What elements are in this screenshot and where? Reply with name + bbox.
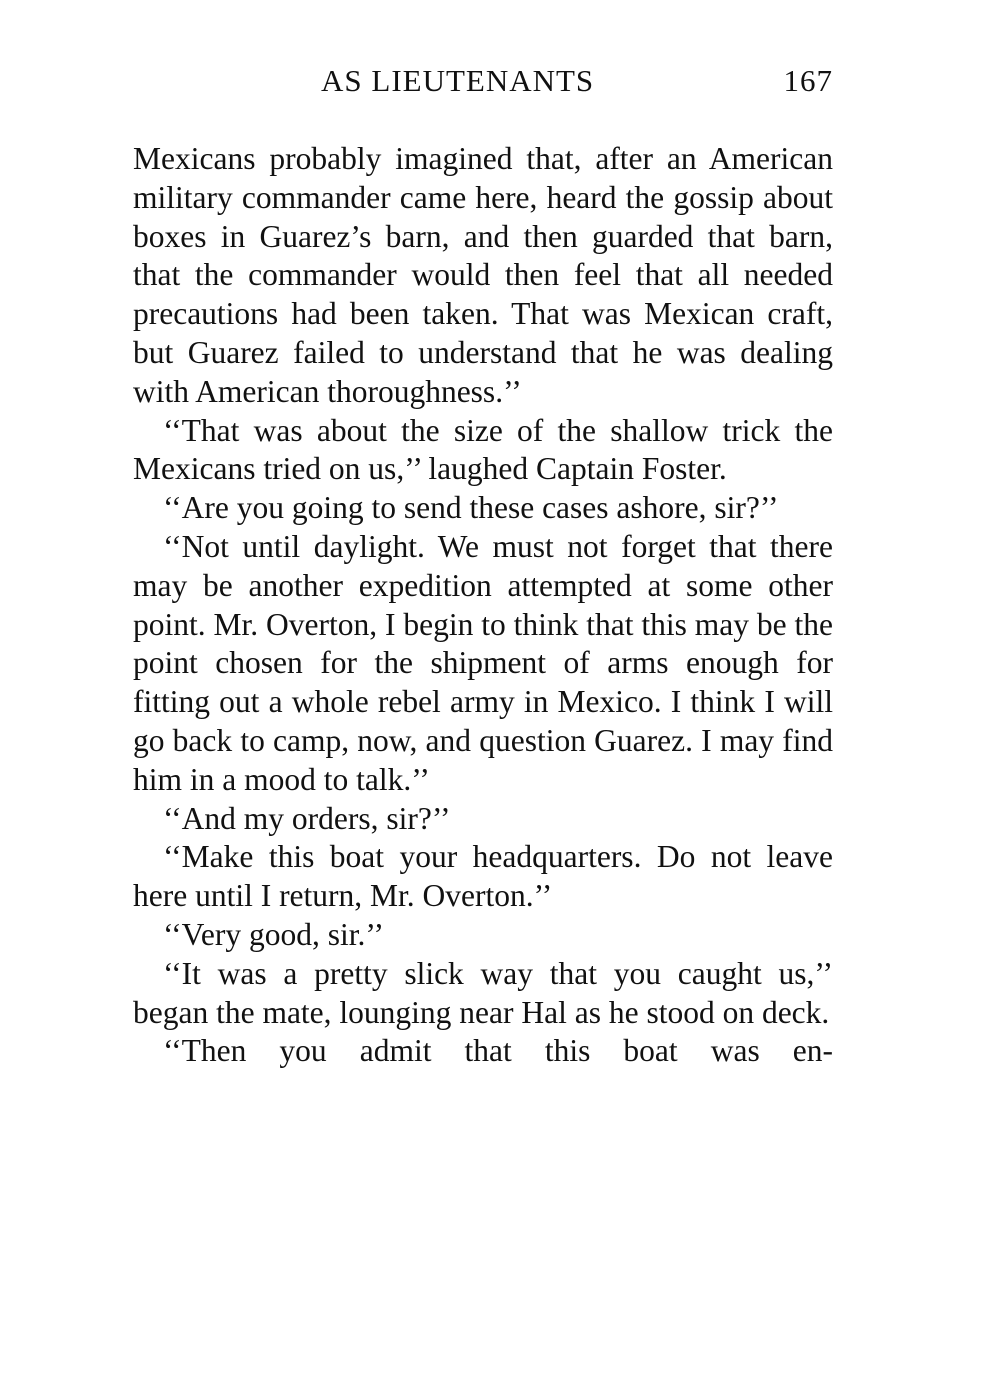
page-number: 167 — [783, 63, 833, 98]
running-header — [133, 58, 833, 104]
paragraph: Mexicans probably imagined that, after an American military commander came here, heard the gossip about boxes in Guarez’s barn, and then guarded that barn, that the commander would then feel that all needed precautions had been taken. That was Mexican craft, but Guarez failed to understand that he was dealing with American thoroughness.’’ — [133, 141, 833, 409]
paragraph: ‘‘Make this boat your headquarters. Do not leave here until I return, Mr. Overton.’’ — [133, 839, 833, 914]
paragraph: ‘‘It was a pretty slick way that you caught us,’’ began the mate, lounging near Hal as he stood on deck. — [133, 955, 833, 1030]
paragraph: ‘‘Not until daylight. We must not forget that there may be another expedition attempted at some other point. Mr. Overton, I begin to think that this may be the point chosen for the shipment of arms enough for fitting out a whole rebel army in Mexico. I think I will go back to camp, now, and question Guarez. I may find him in a mood to talk.’’ — [133, 528, 833, 797]
body-text — [133, 140, 833, 1071]
paragraph: ‘‘Very good, sir.’’ — [163, 916, 385, 952]
paragraph: ‘‘Then you admit that this boat was en- — [163, 1033, 833, 1069]
running-title: AS LIEUTENANTS — [321, 63, 595, 98]
paragraph: ‘‘Are you going to send these cases ashore, sir?’’ — [163, 490, 779, 526]
book-page — [133, 58, 833, 1071]
paragraph: ‘‘That was about the size of the shallow trick the Mexicans tried on us,’’ laughed Captain Foster. — [133, 412, 833, 487]
paragraph: ‘‘And my orders, sir?’’ — [163, 800, 451, 836]
